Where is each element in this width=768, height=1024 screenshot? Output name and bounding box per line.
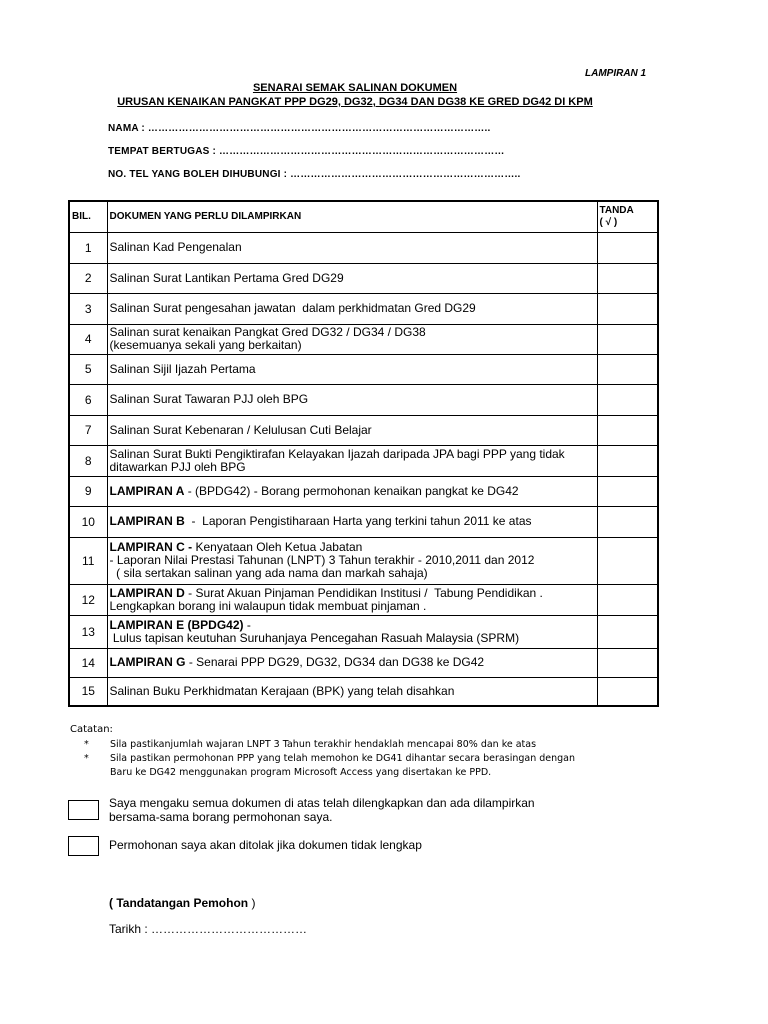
- table-row: [69, 324, 658, 354]
- row-tanda-cell[interactable]: [597, 615, 658, 648]
- header-dokumen: DOKUMEN YANG PERLU DILAMPIRKAN: [107, 201, 597, 232]
- table-row: [69, 354, 658, 384]
- row-document: [107, 615, 597, 648]
- row-document: [107, 584, 597, 615]
- row-document-text: Salinan Surat Lantikan Pertama Gred DG29: [109, 270, 344, 285]
- table-row: [69, 232, 658, 263]
- document-subtitle: URUSAN KENAIKAN PANGKAT PPP DG29, DG32, DG34 DAN DG38 KE GRED DG42 DI KPM: [117, 96, 593, 108]
- row-document-line3: ( sila sertakan salinan yang ada nama dan markah sahaja): [109, 566, 428, 580]
- row-lampiran-label: LAMPIRAN A: [109, 483, 185, 498]
- row-document-line1: [110, 485, 595, 498]
- row-tanda-cell[interactable]: [597, 415, 658, 445]
- table-row: [69, 584, 658, 615]
- header-tanda-label: TANDA: [599, 204, 634, 216]
- row-tanda-cell[interactable]: [597, 293, 658, 324]
- row-lampiran-label: LAMPIRAN B: [109, 514, 185, 528]
- note-3: [84, 767, 491, 778]
- lampiran-label: LAMPIRAN 1: [585, 68, 647, 79]
- table-row: [69, 537, 658, 584]
- row-document-line1: [110, 393, 595, 406]
- row-number: 1: [69, 232, 107, 263]
- table-row: [69, 293, 658, 324]
- row-tanda-cell[interactable]: [597, 263, 658, 293]
- row-document-line1: [110, 619, 595, 632]
- row-number: 7: [69, 415, 107, 445]
- row-tanda-cell[interactable]: [597, 354, 658, 384]
- row-tanda-cell[interactable]: [597, 506, 658, 537]
- row-number: 10: [69, 506, 107, 537]
- row-document-line2: ditawarkan PJJ oleh BPG: [109, 459, 246, 474]
- row-number: 9: [69, 476, 107, 506]
- row-document-text: - Senarai PPP DG29, DG32, DG34 dan DG38 ke DG42: [185, 655, 485, 669]
- table-row: [69, 476, 658, 506]
- note-bullet: *: [84, 739, 89, 750]
- row-number: 11: [69, 537, 107, 584]
- row-document-line1: [110, 656, 595, 669]
- row-lampiran-label: LAMPIRAN D: [109, 585, 185, 600]
- row-document: [107, 476, 597, 506]
- row-document-line1: [110, 424, 595, 437]
- declaration-1-line1: Saya mengaku semua dokumen di atas telah dilengkapkan dan ada dilampirkan: [109, 796, 535, 810]
- note-1-text: Sila pastikanjumlah wajaran LNPT 3 Tahun terakhir hendaklah mencapai 80% dan ke atas: [110, 739, 537, 750]
- row-tanda-cell[interactable]: [597, 324, 658, 354]
- row-document-line1: [110, 587, 595, 600]
- row-tanda-cell[interactable]: [597, 648, 658, 677]
- document-checklist-table: [68, 200, 659, 707]
- declaration-1: [109, 796, 535, 824]
- table-row: [69, 506, 658, 537]
- row-tanda-cell[interactable]: [597, 537, 658, 584]
- row-document-line1: [110, 302, 595, 315]
- row-number: 2: [69, 263, 107, 293]
- row-document-line2: (kesemuanya sekali yang berkaitan): [109, 338, 302, 352]
- row-document-line1: [110, 448, 595, 461]
- table-row: [69, 263, 658, 293]
- signature-label-text: ( Tandatangan Pemohon: [109, 896, 249, 910]
- table-header-row: [69, 201, 658, 232]
- row-lampiran-label: LAMPIRAN E (BPDG42): [109, 617, 244, 632]
- field-no-tel: NO. TEL YANG BOLEH DIHUBUNGI : …………………………………………………………..: [108, 169, 521, 180]
- row-document-text: - (BPDG42) - Borang permohonan kenaikan pangkat ke DG42: [184, 483, 519, 498]
- row-document: [107, 445, 597, 476]
- row-document-line1: [110, 515, 595, 528]
- signature-label-close: ): [248, 896, 256, 910]
- signature-label: [109, 896, 255, 910]
- row-lampiran-label: LAMPIRAN C -: [109, 540, 196, 554]
- header-tanda: [597, 201, 658, 232]
- row-document: [107, 648, 597, 677]
- row-document-line1: [110, 363, 595, 376]
- header-bil: BIL.: [69, 201, 107, 232]
- row-document: [107, 677, 597, 706]
- row-number: 15: [69, 677, 107, 706]
- row-document-line2: Lulus tapisan keutuhan Suruhanjaya Pencegahan Rasuah Malaysia (SPRM): [109, 630, 520, 645]
- declaration-checkbox-1[interactable]: [68, 800, 99, 820]
- row-document-line1: [110, 272, 595, 285]
- row-document: [107, 384, 597, 415]
- document-title: SENARAI SEMAK SALINAN DOKUMEN: [252, 82, 458, 94]
- row-document-line2: Lengkapkan borang ini walaupun tidak membuat pinjaman .: [109, 598, 427, 613]
- table-row: [69, 415, 658, 445]
- field-nama: NAMA : ………………………………………………………………………………………..: [108, 123, 491, 134]
- row-document-text: Salinan Surat Kebenaran / Kelulusan Cuti Belajar: [109, 422, 372, 437]
- row-tanda-cell[interactable]: [597, 384, 658, 415]
- row-document: [107, 537, 597, 584]
- table-row: [69, 384, 658, 415]
- row-document-line2: - Laporan Nilai Prestasi Tahunan (LNPT) 3 Tahun terakhir - 2010,2011 dan 2012: [109, 553, 535, 567]
- table-row: [69, 677, 658, 706]
- catatan-label: Catatan:: [70, 724, 113, 735]
- row-number: 5: [69, 354, 107, 384]
- row-tanda-cell[interactable]: [597, 232, 658, 263]
- row-number: 3: [69, 293, 107, 324]
- row-document: [107, 293, 597, 324]
- row-document-line1: [110, 685, 595, 698]
- row-document-text: Salinan Surat Bukti Pengiktirafan Kelayakan Ijazah daripada JPA bagi PPP yang tidak: [109, 446, 565, 461]
- note-bullet: *: [84, 753, 89, 764]
- row-number: 6: [69, 384, 107, 415]
- row-document-line1: [110, 241, 595, 254]
- row-number: 8: [69, 445, 107, 476]
- row-tanda-cell[interactable]: [597, 476, 658, 506]
- row-number: 14: [69, 648, 107, 677]
- row-document-text: -: [243, 617, 251, 632]
- note-2-text: Sila pastikan permohonan PPP yang telah memohon ke DG41 dihantar secara berasingan dengan: [110, 753, 576, 764]
- row-document-text: Salinan Buku Perkhidmatan Kerajaan (BPK) yang telah disahkan: [109, 683, 455, 698]
- table-row: [69, 445, 658, 476]
- field-tempat-bertugas: TEMPAT BERTUGAS : …………………………………………………………………………: [108, 146, 505, 157]
- row-document-text: Salinan Sijil Ijazah Pertama: [109, 361, 256, 376]
- row-document-text: Salinan Kad Pengenalan: [109, 240, 242, 254]
- row-document-text: - Surat Akuan Pinjaman Pendidikan Institusi / Tabung Pendidikan .: [184, 585, 543, 600]
- row-tanda-cell[interactable]: [597, 445, 658, 476]
- table-row: [69, 648, 658, 677]
- row-document: [107, 232, 597, 263]
- row-number: 4: [69, 324, 107, 354]
- row-document-text: Salinan Surat Tawaran PJJ oleh BPG: [109, 392, 309, 406]
- row-document-text: Kenyataan Oleh Ketua Jabatan: [195, 540, 363, 554]
- row-document: [107, 415, 597, 445]
- row-number: 13: [69, 615, 107, 648]
- note-1: [84, 739, 536, 750]
- declaration-2: Permohonan saya akan ditolak jika dokumen tidak lengkap: [109, 838, 422, 852]
- table-row: [69, 615, 658, 648]
- row-lampiran-label: LAMPIRAN G: [109, 655, 186, 669]
- row-document-text: Salinan Surat pengesahan jawatan dalam perkhidmatan Gred DG29: [109, 301, 476, 315]
- row-document: [107, 354, 597, 384]
- tarikh-field: Tarikh : …………………………………: [109, 922, 308, 936]
- row-number: 12: [69, 584, 107, 615]
- row-document: [107, 324, 597, 354]
- header-tanda-mark: ( √ ): [599, 216, 618, 228]
- row-document-text: - Laporan Pengistiharaan Harta yang terkini tahun 2011 ke atas: [184, 514, 532, 528]
- declaration-checkbox-2[interactable]: [68, 836, 99, 856]
- note-2: [84, 753, 575, 764]
- row-document: [107, 263, 597, 293]
- row-tanda-cell[interactable]: [597, 677, 658, 706]
- row-document-text: Salinan surat kenaikan Pangkat Gred DG32 / DG34 / DG38: [109, 325, 426, 339]
- note-3-text: Baru ke DG42 menggunakan program Microsoft Access yang disertakan ke PPD.: [110, 767, 492, 778]
- declaration-1-line2: bersama-sama borang permohonan saya.: [109, 810, 333, 824]
- row-document: [107, 506, 597, 537]
- row-tanda-cell[interactable]: [597, 584, 658, 615]
